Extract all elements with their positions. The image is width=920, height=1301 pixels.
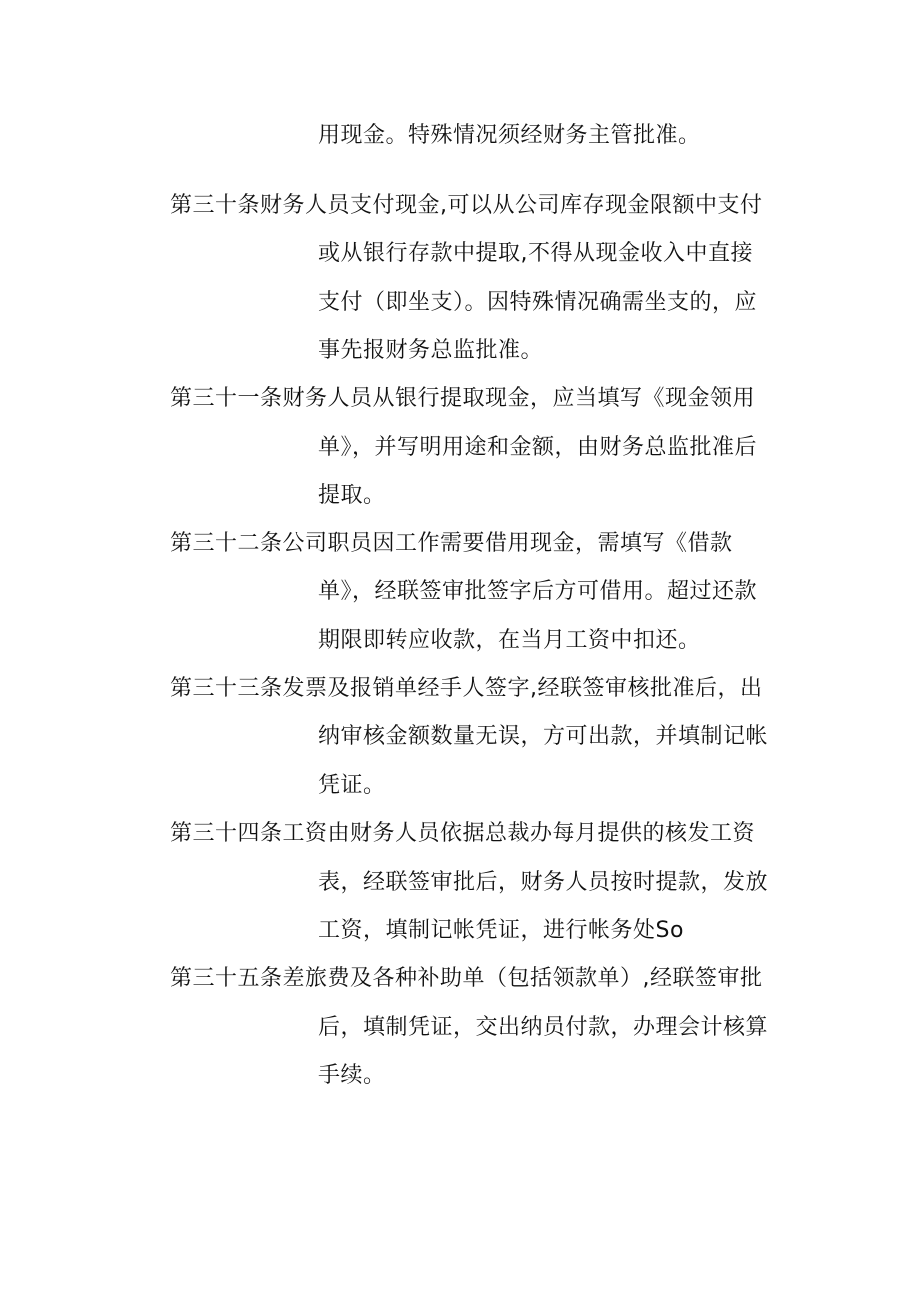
article-30-line-3: 支付（即坐支）。因特殊情况确需坐支的，应 (318, 290, 758, 315)
article-32-line-1: 第三十二条公司职员因工作需要借用现金，需填写《借款 (170, 531, 733, 556)
article-32-line-3: 期限即转应收款，在当月工资中扣还。 (318, 628, 701, 653)
article-33-line-2: 纳审核金额数量无误，方可出款，并填制记帐 (318, 724, 769, 749)
article-35-line-3: 手续。 (318, 1063, 386, 1088)
article-31-line-2: 单》，并写明用途和金额，由财务总监批准后 (318, 435, 758, 460)
intro-line: 用现金。特殊情况须经财务主管批准。 (318, 123, 701, 148)
article-34-line-1: 第三十四条工资由财务人员依据总裁办每月提供的核发工资 (170, 821, 756, 846)
article-30-line-1: 第三十条财务人员支付现金,可以从公司库存现金限额中支付 (170, 193, 763, 218)
article-33-line-3: 凭证。 (318, 773, 386, 798)
article-35-line-2: 后，填制凭证，交出纳员付款，办理会计核算 (318, 1015, 769, 1040)
article-31-line-3: 提取。 (318, 483, 386, 508)
article-34-line-3: 工资，填制记帐凭证，进行帐务处So (318, 918, 684, 943)
article-32-line-2: 单》，经联签审批签字后方可借用。超过还款 (318, 579, 758, 604)
article-33-line-1: 第三十三条发票及报销单经手人签字,经联签审核批准后，出 (170, 676, 763, 701)
article-35-line-1: 第三十五条差旅费及各种补助单（包括领款单）,经联签审批 (170, 966, 763, 991)
article-34-line-2: 表，经联签审批后，财务人员按时提款，发放 (318, 870, 769, 895)
article-30-line-2: 或从银行存款中提取,不得从现金收入中直接 (318, 241, 753, 266)
article-31-line-1: 第三十一条财务人员从银行提取现金，应当填写《现金领用 (170, 386, 756, 411)
article-30-line-4: 事先报财务总监批准。 (318, 338, 544, 363)
